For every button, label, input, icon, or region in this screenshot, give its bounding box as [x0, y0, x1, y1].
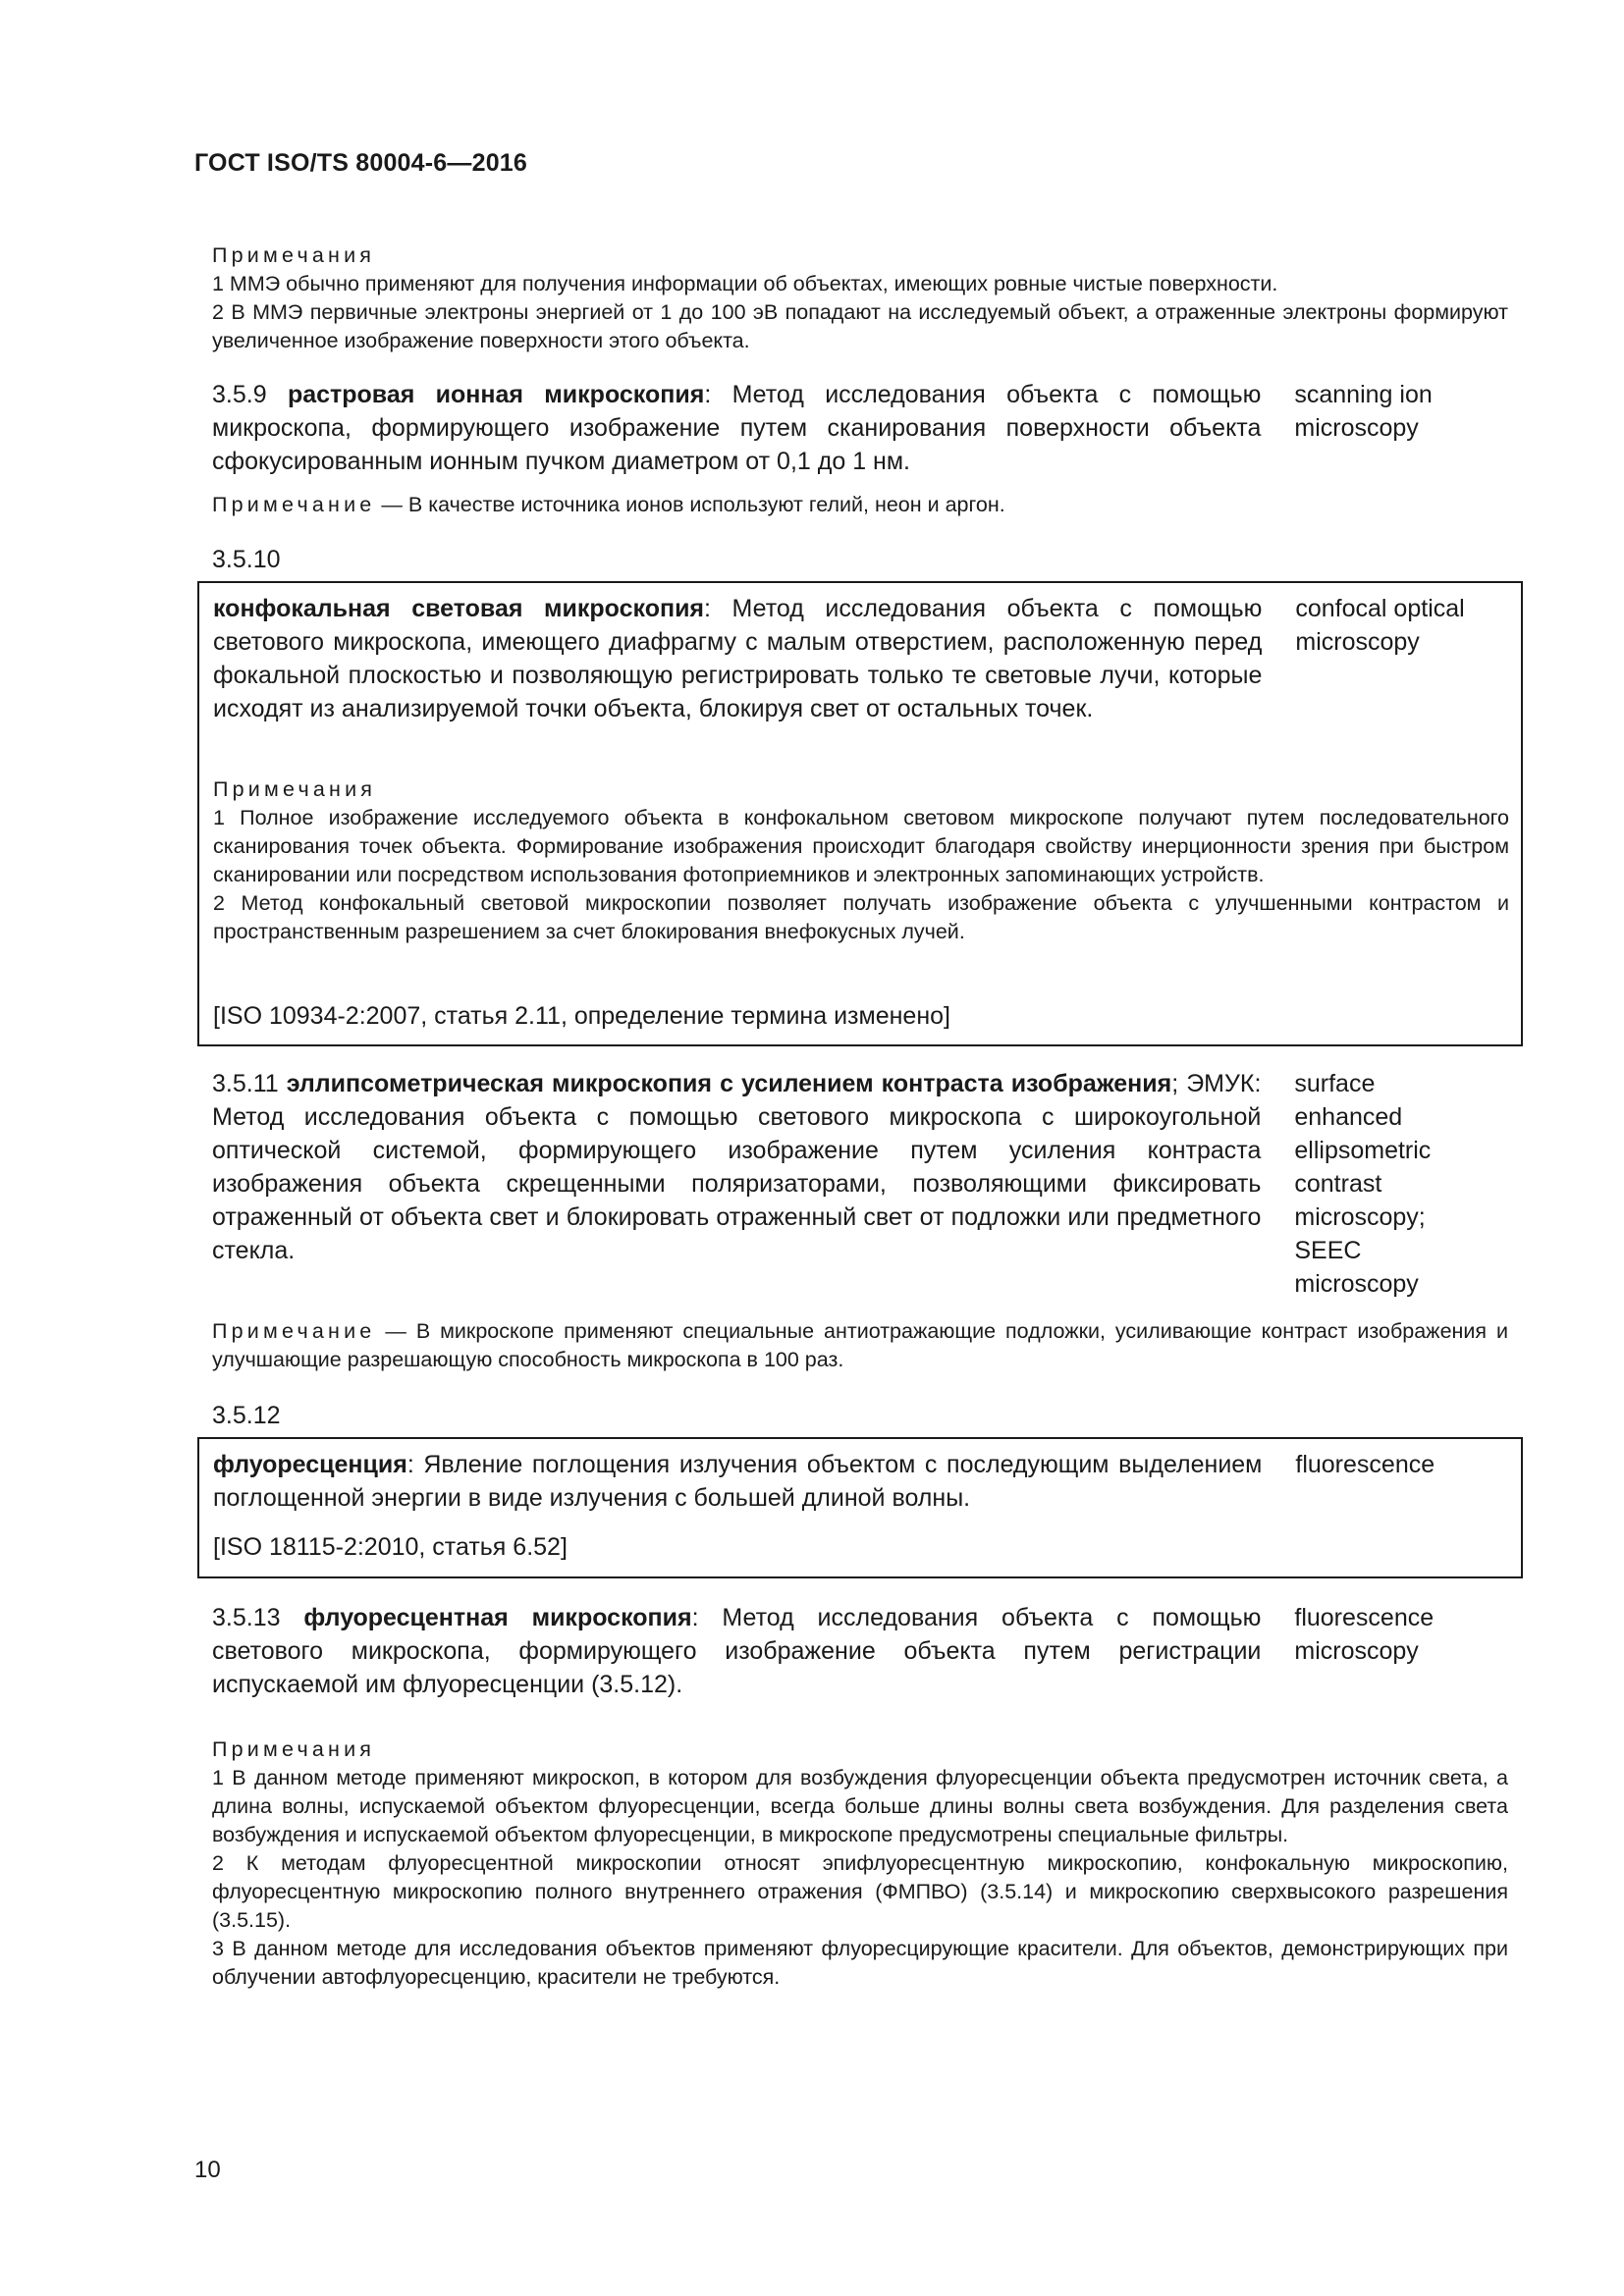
document-header: ГОСТ ISO/TS 80004-6—2016 [194, 149, 528, 177]
term-number: 3.5.9 [212, 381, 267, 408]
term-entry-3-5-9 [212, 378, 1508, 478]
note-label: Примечание [212, 493, 376, 516]
notes-3-5-10 [213, 775, 1509, 946]
definition-text: : Метод исследования объекта с помощью микроскопа, формирующего изображение путем сканирования поверхности объекта сфокусированным ионным пучком диаметром от 0,1 до 1 нм. [212, 381, 1262, 475]
note-text: — В качестве источника ионов используют гелий, неон и аргон. [375, 493, 1005, 516]
source-reference: [ISO 10934-2:2007, статья 2.11, определение термина изменено] [213, 1002, 950, 1030]
term-name: флуоресценция [213, 1451, 407, 1478]
notes-label: Примечания [213, 777, 377, 801]
note-label: Примечание [212, 1319, 376, 1343]
notes-3-5-13 [212, 1735, 1508, 1992]
boxed-term-3-5-12 [197, 1437, 1523, 1578]
definition-text: : Метод исследования объекта с помощью светового микроскопа, имеющего диафрагму с малым отверстием, расположенную перед фокальной плоскостью и позволяющую регистрировать только те световые лучи, которые исходят из анализируемой точки объекта, блокируя свет от остальных точек. [213, 595, 1263, 722]
english-term: fluorescence [1295, 1451, 1435, 1478]
note-item: 3 В данном методе для исследования объектов применяют флуоресцирующие красители. Для объектов, демонстрирующих при облучении автофлуоресценцию, красители не требуются. [212, 1937, 1508, 1989]
definition-text: ; ЭМУК: Метод исследования объекта с помощью светового микроскопа с широкоугольной оптической системой, формирующего изображение путем усиления контраста изображения объекта скрещенными поляризаторами, позволяющими фиксировать отраженный от объекта свет и блокировать отраженный свет от подложки или предметного стекла. [212, 1070, 1262, 1264]
term-definition [212, 1067, 1261, 1301]
english-term: confocal optical microscopy [1295, 595, 1465, 656]
term-name: конфокальная световая микроскопия [213, 595, 705, 622]
note-3-5-9 [212, 491, 1508, 519]
term-entry-3-5-13 [212, 1601, 1508, 1701]
term-entry-3-5-12 [213, 1448, 1509, 1515]
definition-text: : Метод исследования объекта с помощью светового микроскопа, формирующего изображение объекта путем регистрации испускаемой им флуоресценции (3.5.12). [212, 1604, 1262, 1698]
note-item: 2 К методам флуоресцентной микроскопии относят эпифлуоресцентную микроскопию, конфокальную микроскопию, флуоресцентную микроскопию полного внутреннего отражения (ФМПВО) (3.5.14) и микроскопию сверхвысокого разрешения (3.5.15). [212, 1851, 1508, 1932]
term-definition [213, 592, 1262, 725]
term-name: растровая ионная микроскопия [287, 381, 705, 408]
note-item: 1 ММЭ обычно применяют для получения информации об объектах, имеющих ровные чистые поверхности. [212, 272, 1278, 295]
notes-label: Примечания [212, 1737, 376, 1761]
english-term: fluorescence microscopy [1294, 1604, 1435, 1665]
note-item: 2 Метод конфокальный световой микроскопии позволяет получать изображение объекта с улучшенными контрастом и пространственным разрешением за счет блокирования внефокусных лучей. [213, 891, 1509, 943]
term-number: 3.5.13 [212, 1604, 281, 1631]
term-definition [212, 378, 1261, 478]
term-name: флуоресцентная микроскопия [303, 1604, 692, 1631]
note-item: 2 В ММЭ первичные электроны энергией от 1 до 100 эВ попадают на исследуемый объект, а отраженные электроны формируют увеличенное изображение поверхности этого объекта. [212, 300, 1508, 352]
page-number: 10 [194, 2157, 221, 2183]
note-item: 1 Полное изображение исследуемого объекта в конфокальном световом микроскопе получают путем последовательного сканирования точек объекта. Формирование изображения происходит благодаря свойству инерционности зрения при быстром сканировании или посредством использования фотоприемников и электронных запоминающих устройств. [213, 806, 1509, 886]
note-text: — В микроскопе применяют специальные антиотражающие подложки, усиливающие контраст изображения и улучшающие разрешающую способность микроскопа в 100 раз. [212, 1319, 1508, 1371]
notes-label: Примечания [212, 243, 376, 267]
english-term: scanning ion microscopy [1294, 381, 1433, 442]
term-number-3-5-12: 3.5.12 [212, 1402, 281, 1429]
note-item: 1 В данном методе применяют микроскоп, в котором для возбуждения флуоресценции объекта предусмотрен источник света, а длина волны, испускаемой объектом флуоресценции, всегда больше длины волны света возбуждения. Для разделения света возбуждения и испускаемой объектом флуоресценции, в микроскопе предусмотрены специальные фильтры. [212, 1766, 1508, 1846]
term-name: эллипсометрическая микроскопия с усилением контраста изображения [286, 1070, 1172, 1097]
notes-top [212, 241, 1508, 355]
english-term: surface enhanced ellipsometric contrast microscopy; SEEC microscopy [1294, 1070, 1432, 1298]
definition-text: : Явление поглощения излучения объектом с последующим выделением поглощенной энергии в виде излучения с большей длиной волны. [213, 1451, 1263, 1512]
term-number: 3.5.11 [212, 1070, 279, 1097]
term-definition [212, 1601, 1261, 1701]
boxed-term-3-5-10 [197, 581, 1523, 1046]
source-reference: [ISO 18115-2:2010, статья 6.52] [213, 1533, 568, 1561]
term-entry-3-5-11 [212, 1067, 1508, 1301]
note-3-5-11 [212, 1317, 1508, 1374]
term-definition [213, 1448, 1262, 1515]
term-number-3-5-10: 3.5.10 [212, 546, 281, 573]
term-entry-3-5-10 [213, 592, 1509, 725]
